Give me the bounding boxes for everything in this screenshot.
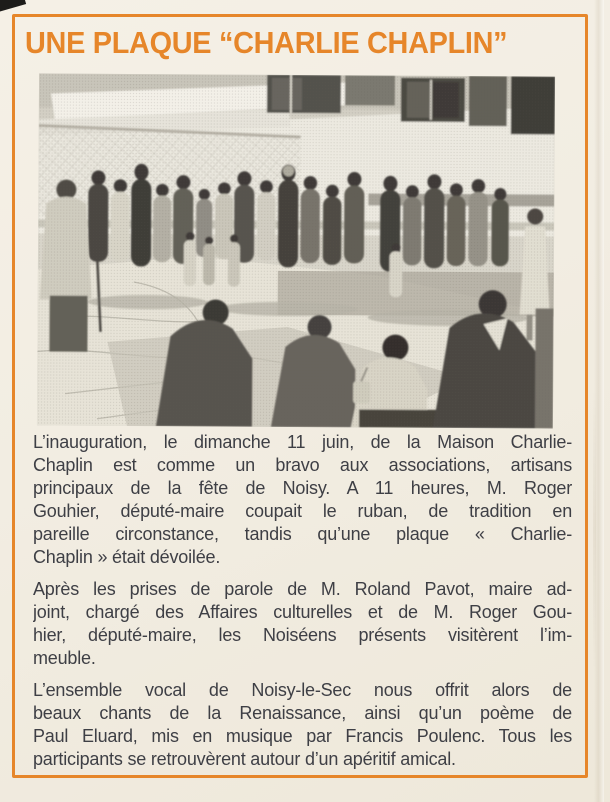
text-line: meuble. (33, 648, 96, 668)
page-title-text: UNE PLAQUE “CHARLIE CHAPLIN” (25, 25, 508, 60)
paragraph-2 (33, 578, 572, 670)
paper-crease-line (593, 390, 596, 670)
text-line: participants se retrouvèrent autour d’un apéritif amical. (33, 749, 456, 769)
paragraph-3 (33, 679, 572, 771)
text-line: Gouhier, député-maire coupait le ruban, de tradition en (33, 501, 572, 521)
text-line: principaux de la fête de Noisy. A 11 heures, M. Roger (33, 478, 572, 498)
paragraph-1 (33, 431, 572, 569)
text-line: pareille circonstance, tandis qu’une plaque « Charlie- (33, 524, 572, 544)
paper-crease (594, 0, 604, 802)
text-line: Paul Eluard, mis en musique par Francis Poulenc. Tous les (33, 726, 572, 746)
text-line: Chaplin » était dévoilée. (33, 547, 221, 567)
scan-corner-artifact (0, 0, 26, 13)
text-line: beaux chants de la Renaissance, ainsi qu’un poème de (33, 703, 572, 723)
text-line: L’inauguration, le dimanche 11 juin, de la Maison Charlie- (33, 432, 572, 452)
crowd-photo-illustration (37, 73, 555, 428)
text-line: L’ensemble vocal de Noisy-le-Sec nous offrit alors de (33, 680, 572, 700)
inauguration-photo (37, 73, 555, 428)
text-line: hier, député-maire, les Noiséens présents visitèrent l’im- (33, 625, 572, 645)
page-title (25, 25, 544, 61)
body-text (33, 431, 572, 780)
text-line: Après les prises de parole de M. Roland Pavot, maire ad- (33, 579, 572, 599)
text-line: joint, chargé des Affaires culturelles et de M. Roger Gou- (33, 602, 572, 622)
text-line: Chaplin est comme un bravo aux associations, artisans (33, 455, 572, 475)
article-frame (12, 14, 588, 778)
